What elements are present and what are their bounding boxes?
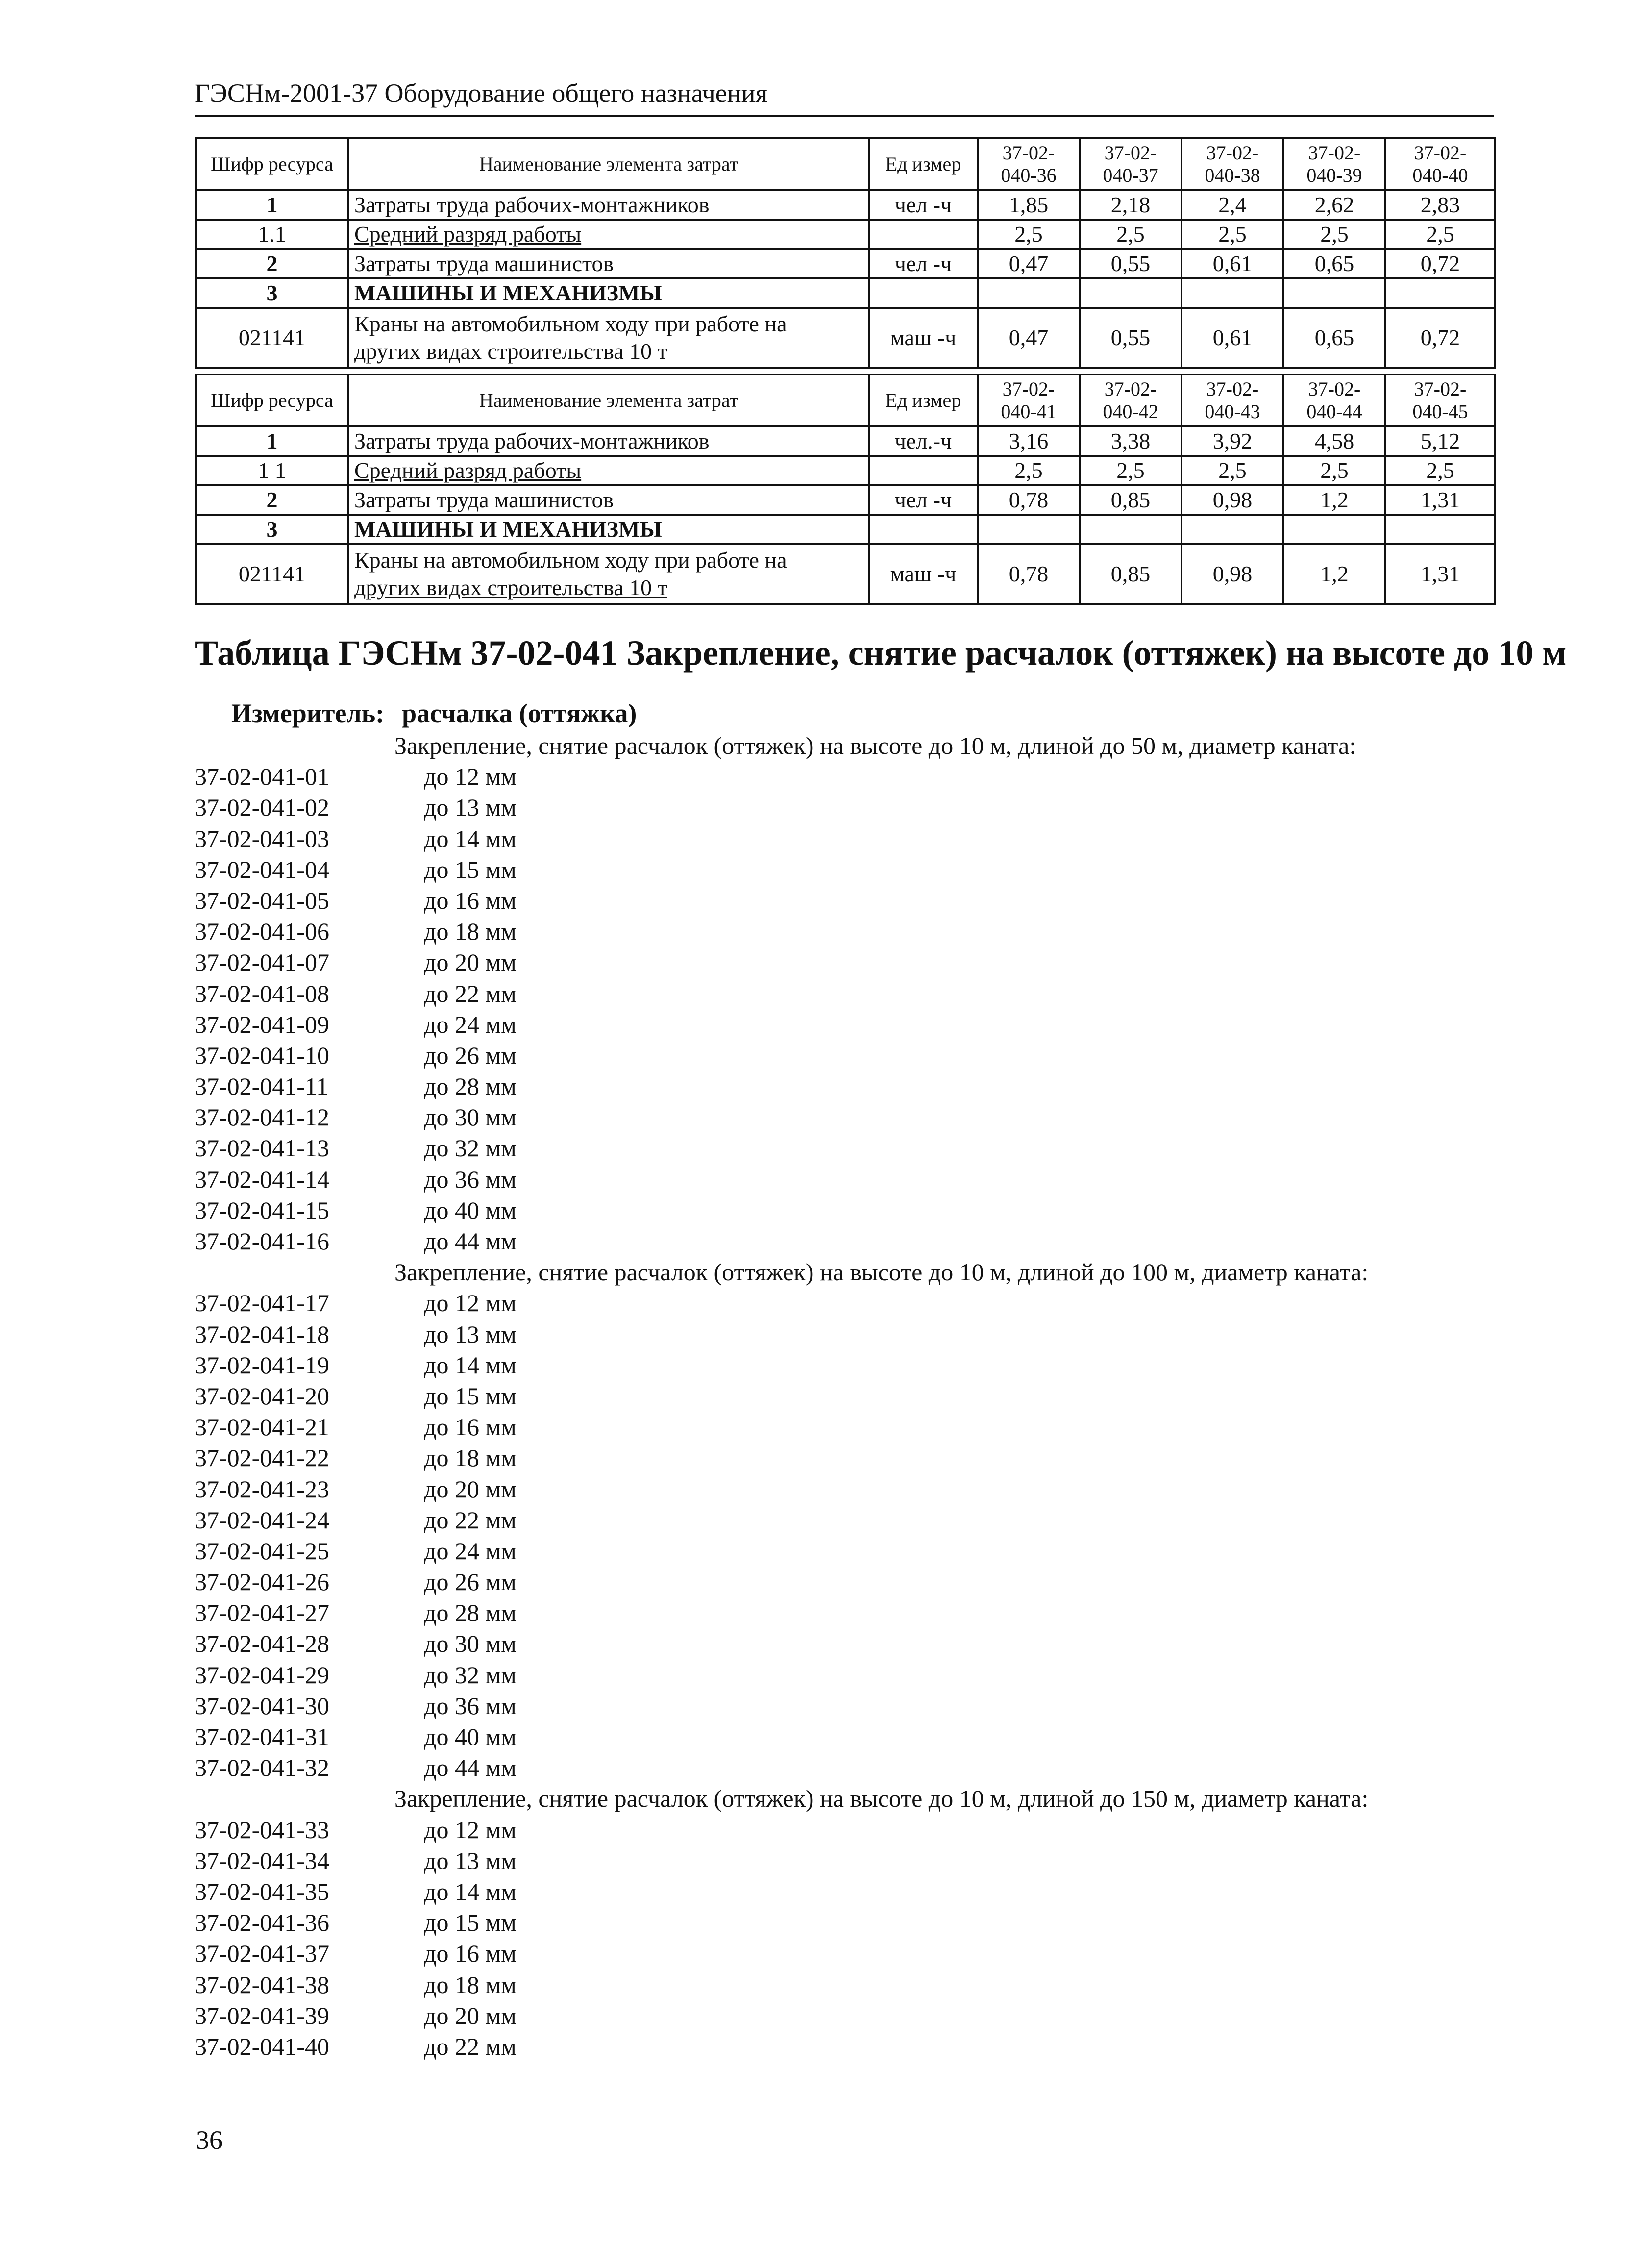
norm-description: до 20 мм — [424, 2001, 517, 2029]
norm-description: до 12 мм — [424, 1816, 517, 1844]
norm-description: до 28 мм — [424, 1072, 517, 1100]
cost-table-1 — [195, 137, 1496, 369]
measure-value: расчалка (оттяжка) — [402, 698, 637, 728]
norm-code: 37-02-041-18 — [195, 1320, 329, 1348]
list-item — [195, 1938, 1494, 1969]
norm-description: до 14 мм — [424, 1351, 517, 1379]
norm-description: до 36 мм — [424, 1165, 517, 1193]
list-item — [195, 792, 1494, 823]
norm-list — [195, 730, 1494, 2062]
table-row: 2 Затраты труда машинистов чел -ч 0,78 0,85 0,98 1,2 1,31 — [196, 485, 1495, 515]
header-col: 37-02- 040-37 — [1080, 138, 1182, 190]
norm-description: до 18 мм — [424, 918, 517, 946]
list-item — [195, 1443, 1494, 1473]
norm-code: 37-02-041-38 — [195, 1970, 329, 1998]
list-item — [195, 1721, 1494, 1752]
norm-code: 37-02-041-40 — [195, 2032, 329, 2060]
list-item — [195, 1350, 1494, 1381]
list-item — [195, 978, 1494, 1009]
table-row: 021141 Краны на автомобильном ходу при работе на других видах строительства 10 т маш -ч 0,47 0,55 0,61 0,65 0,72 — [196, 308, 1495, 368]
list-item — [195, 1133, 1494, 1164]
norm-code: 37-02-041-31 — [195, 1723, 329, 1750]
norm-code: 37-02-041-03 — [195, 824, 329, 852]
list-item — [195, 1536, 1494, 1567]
list-item — [195, 1845, 1494, 1876]
header-name: Наименование элемента затрат — [348, 374, 869, 426]
list-item — [195, 1040, 1494, 1071]
norm-description: до 15 мм — [424, 1382, 517, 1410]
norm-description: до 18 мм — [424, 1970, 517, 1998]
table-row: 3 МАШИНЫ И МЕХАНИЗМЫ — [196, 278, 1495, 308]
norm-description: до 32 мм — [424, 1134, 517, 1162]
norm-description: до 24 мм — [424, 1537, 517, 1565]
norm-description: до 40 мм — [424, 1723, 517, 1750]
header-code: Шифр ресурса — [196, 374, 348, 426]
norm-description: до 14 мм — [424, 824, 517, 852]
group-heading: Закрепление, снятие расчалок (оттяжек) на высоте до 10 м, длиной до 50 м, диаметр каната: — [394, 732, 1356, 759]
table-row: 021141 Краны на автомобильном ходу при работе на других видах строительства 10 т маш -ч 0,78 0,85 0,98 1,2 1,31 — [196, 544, 1495, 604]
page-number: 36 — [196, 2125, 222, 2155]
norm-code: 37-02-041-32 — [195, 1754, 329, 1782]
norm-description: до 16 мм — [424, 1413, 517, 1441]
list-item — [195, 1876, 1494, 1907]
norm-code: 37-02-041-15 — [195, 1196, 329, 1224]
list-item — [195, 1412, 1494, 1443]
table-header-row — [196, 374, 1495, 426]
list-item — [195, 1597, 1494, 1628]
list-item — [195, 1815, 1494, 1845]
norm-code: 37-02-041-17 — [195, 1289, 329, 1317]
group-heading: Закрепление, снятие расчалок (оттяжек) на высоте до 10 м, длиной до 150 м, диаметр каната: — [394, 1785, 1369, 1813]
table-row: 1 1 Средний разряд работы 2,5 2,5 2,5 2,5 2,5 — [196, 456, 1495, 485]
header-rule — [195, 115, 1494, 117]
list-item — [195, 1319, 1494, 1350]
norm-description: до 44 мм — [424, 1227, 517, 1255]
list-item — [195, 916, 1494, 947]
norm-description: до 16 мм — [424, 886, 517, 914]
list-item — [195, 1226, 1494, 1257]
list-item — [195, 1164, 1494, 1195]
header-col: 37-02- 040-41 — [978, 374, 1080, 426]
norm-description: до 14 мм — [424, 1877, 517, 1905]
list-item — [195, 1567, 1494, 1597]
list-item — [195, 761, 1494, 792]
norm-description: до 36 мм — [424, 1692, 517, 1720]
norm-code: 37-02-041-08 — [195, 979, 329, 1007]
header-code: Шифр ресурса — [196, 138, 348, 190]
norm-description: до 32 мм — [424, 1661, 517, 1689]
running-header: ГЭСНм-2001-37 Оборудование общего назначения — [195, 78, 768, 108]
list-item — [195, 947, 1494, 978]
norm-code: 37-02-041-30 — [195, 1692, 329, 1720]
table-row: 2 Затраты труда машинистов чел -ч 0,47 0,55 0,61 0,65 0,72 — [196, 249, 1495, 278]
list-item — [195, 2000, 1494, 2031]
table-row: 1 Затраты труда рабочих-монтажников чел.-ч 3,16 3,38 3,92 4,58 5,12 — [196, 426, 1495, 456]
table-row: 1.1 Средний разряд работы 2,5 2,5 2,5 2,5 2,5 — [196, 220, 1495, 249]
norm-code: 37-02-041-21 — [195, 1413, 329, 1441]
list-item — [195, 1660, 1494, 1691]
list-item — [195, 885, 1494, 916]
list-item — [195, 1628, 1494, 1659]
norm-description: до 30 мм — [424, 1630, 517, 1658]
header-unit: Ед измер — [869, 138, 978, 190]
norm-description: до 22 мм — [424, 979, 517, 1007]
list-item — [195, 1071, 1494, 1102]
header-col: 37-02- 040-39 — [1283, 138, 1385, 190]
norm-code: 37-02-041-19 — [195, 1351, 329, 1379]
norm-code: 37-02-041-20 — [195, 1382, 329, 1410]
section-title: Таблица ГЭСНм 37-02-041 Закрепление, снятие расчалок (оттяжек) на высоте до 10 м — [195, 633, 1567, 673]
list-item — [195, 854, 1494, 885]
list-item — [195, 1907, 1494, 1938]
norm-description: до 26 мм — [424, 1568, 517, 1596]
norm-code: 37-02-041-28 — [195, 1630, 329, 1658]
header-col: 37-02- 040-36 — [978, 138, 1080, 190]
table-row: 1 Затраты труда рабочих-монтажников чел -ч 1,85 2,18 2,4 2,62 2,83 — [196, 190, 1495, 220]
norm-code: 37-02-041-11 — [195, 1072, 329, 1100]
norm-description: до 12 мм — [424, 763, 517, 791]
header-col: 37-02- 040-45 — [1385, 374, 1495, 426]
header-col: 37-02- 040-40 — [1385, 138, 1495, 190]
norm-description: до 20 мм — [424, 948, 517, 976]
table-header-row — [196, 138, 1495, 190]
norm-description: до 26 мм — [424, 1041, 517, 1069]
norm-code: 37-02-041-07 — [195, 948, 329, 976]
list-item — [195, 1381, 1494, 1412]
norm-code: 37-02-041-12 — [195, 1103, 329, 1131]
list-item — [195, 1505, 1494, 1536]
list-item — [195, 1474, 1494, 1505]
table-row: 3 МАШИНЫ И МЕХАНИЗМЫ — [196, 515, 1495, 544]
norm-description: до 28 мм — [424, 1599, 517, 1627]
norm-description: до 40 мм — [424, 1196, 517, 1224]
header-unit: Ед измер — [869, 374, 978, 426]
list-item — [195, 2031, 1494, 2062]
norm-description: до 22 мм — [424, 2032, 517, 2060]
norm-description: до 44 мм — [424, 1754, 517, 1782]
list-item — [195, 1195, 1494, 1226]
measure-line — [231, 698, 637, 728]
norm-description: до 13 мм — [424, 1846, 517, 1874]
norm-code: 37-02-041-09 — [195, 1010, 329, 1038]
norm-description: до 18 мм — [424, 1444, 517, 1472]
cost-table-2 — [195, 374, 1496, 605]
measure-label: Измеритель: — [231, 698, 385, 728]
norm-code: 37-02-041-16 — [195, 1227, 329, 1255]
norm-code: 37-02-041-39 — [195, 2001, 329, 2029]
group-heading: Закрепление, снятие расчалок (оттяжек) на высоте до 10 м, длиной до 100 м, диаметр каната: — [394, 1258, 1369, 1286]
norm-code: 37-02-041-01 — [195, 763, 329, 791]
header-col: 37-02- 040-38 — [1182, 138, 1283, 190]
norm-code: 37-02-041-26 — [195, 1568, 329, 1596]
list-item — [195, 1752, 1494, 1783]
norm-code: 37-02-041-10 — [195, 1041, 329, 1069]
norm-description: до 13 мм — [424, 794, 517, 822]
norm-code: 37-02-041-05 — [195, 886, 329, 914]
norm-code: 37-02-041-23 — [195, 1475, 329, 1503]
list-item — [195, 1102, 1494, 1133]
norm-description: до 24 мм — [424, 1010, 517, 1038]
list-item — [195, 1009, 1494, 1040]
norm-code: 37-02-041-14 — [195, 1165, 329, 1193]
norm-code: 37-02-041-02 — [195, 794, 329, 822]
header-col: 37-02- 040-42 — [1080, 374, 1182, 426]
list-item — [195, 823, 1494, 854]
norm-code: 37-02-041-27 — [195, 1599, 329, 1627]
list-item — [195, 1969, 1494, 2000]
norm-code: 37-02-041-24 — [195, 1506, 329, 1534]
norm-description: до 15 мм — [424, 855, 517, 883]
norm-description: до 20 мм — [424, 1475, 517, 1503]
norm-code: 37-02-041-29 — [195, 1661, 329, 1689]
norm-code: 37-02-041-37 — [195, 1940, 329, 1968]
norm-code: 37-02-041-04 — [195, 855, 329, 883]
header-name: Наименование элемента затрат — [348, 138, 869, 190]
norm-code: 37-02-041-06 — [195, 918, 329, 946]
norm-description: до 30 мм — [424, 1103, 517, 1131]
norm-description: до 12 мм — [424, 1289, 517, 1317]
norm-description: до 15 мм — [424, 1909, 517, 1937]
norm-code: 37-02-041-36 — [195, 1909, 329, 1937]
header-col: 37-02- 040-43 — [1182, 374, 1283, 426]
norm-code: 37-02-041-13 — [195, 1134, 329, 1162]
norm-code: 37-02-041-33 — [195, 1816, 329, 1844]
norm-description: до 22 мм — [424, 1506, 517, 1534]
list-item — [195, 1288, 1494, 1319]
norm-code: 37-02-041-34 — [195, 1846, 329, 1874]
header-col: 37-02- 040-44 — [1283, 374, 1385, 426]
norm-description: до 13 мм — [424, 1320, 517, 1348]
norm-description: до 16 мм — [424, 1940, 517, 1968]
list-item — [195, 1691, 1494, 1721]
norm-code: 37-02-041-22 — [195, 1444, 329, 1472]
norm-code: 37-02-041-35 — [195, 1877, 329, 1905]
norm-code: 37-02-041-25 — [195, 1537, 329, 1565]
